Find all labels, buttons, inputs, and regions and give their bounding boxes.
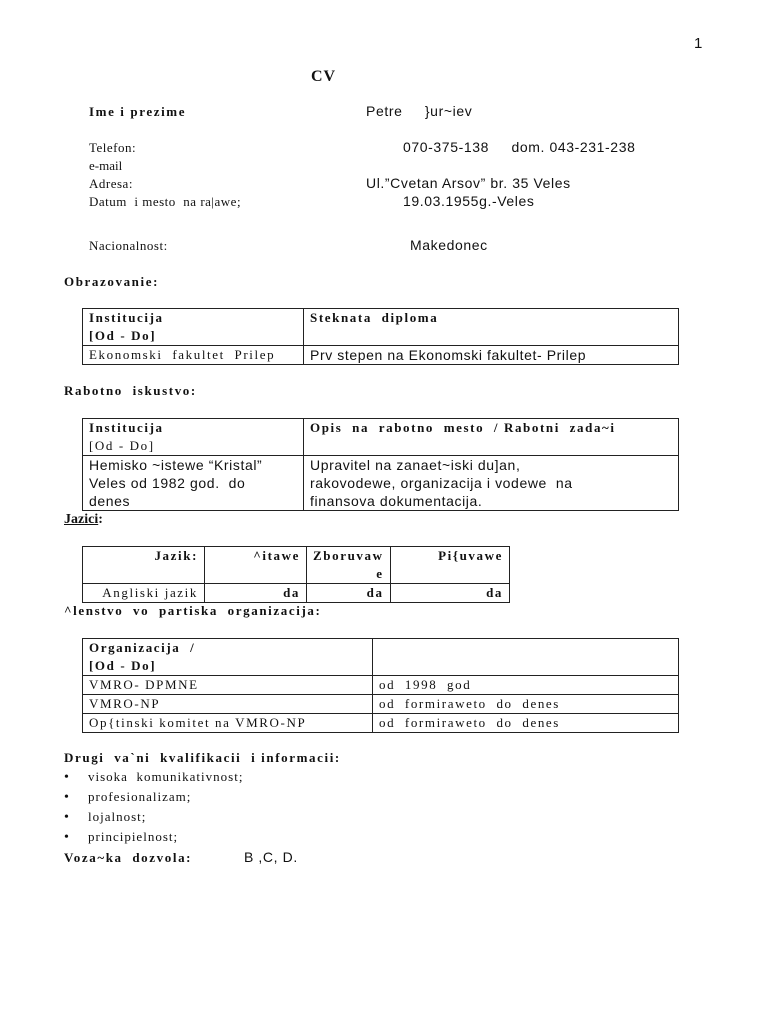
list-item xyxy=(64,807,243,827)
header-cell xyxy=(304,309,679,346)
description-line: finansova dokumentacija. xyxy=(310,493,483,509)
table-header-row xyxy=(83,419,679,456)
birth-label: Datum i mesto na ra|awe; xyxy=(89,194,242,209)
email-label: e-mail xyxy=(89,158,123,173)
document-title: CV xyxy=(311,68,337,85)
description-line: rakovodewe, organizacija i vodewe na xyxy=(310,475,573,491)
institution-line: Hemisko ~istewe “Kristal” xyxy=(89,457,263,473)
institution-line: denes xyxy=(89,493,131,509)
education-table xyxy=(82,308,679,365)
bullet-icon: • xyxy=(64,770,70,785)
nationality-label: Nacionalnost: xyxy=(89,238,168,253)
header-institution: Institucija xyxy=(89,420,164,435)
list-item-text: visoka komunikativnost; xyxy=(88,769,244,784)
experience-institution xyxy=(83,456,304,511)
languages-heading-colon: : xyxy=(98,512,103,527)
list-item xyxy=(64,767,243,787)
header-organization: Organizacija / xyxy=(89,640,196,655)
name-label: Ime i prezime xyxy=(89,104,187,119)
bullet-icon: • xyxy=(64,790,70,805)
list-item xyxy=(64,827,243,847)
header-description: Opis na rabotno mesto / Rabotni zada~i xyxy=(310,420,616,435)
header-speaking xyxy=(307,547,391,584)
header-cell xyxy=(83,639,373,676)
description-line: Upravitel na zanaet~iski du]an, xyxy=(310,457,521,473)
languages-table xyxy=(82,546,510,603)
header-speaking-part: Zboruvaw xyxy=(313,548,384,563)
language-writing: da xyxy=(390,584,509,603)
header-speaking-part: e xyxy=(376,566,384,581)
membership-period: od formiraweto do denes xyxy=(373,695,679,714)
address-value: Ul.”Cvetan Arsov” br. 35 Veles xyxy=(366,175,571,191)
table-row xyxy=(83,456,679,511)
header-language: Jazik: xyxy=(83,547,205,584)
table-row xyxy=(83,714,679,733)
list-item-text: profesionalizam; xyxy=(88,789,192,804)
table-row xyxy=(83,676,679,695)
table-row xyxy=(83,346,679,365)
education-heading: Obrazovanie: xyxy=(64,274,160,289)
phone-label: Telefon: xyxy=(89,140,137,155)
membership-heading: ^lenstvo vo partiska organizacija: xyxy=(64,603,322,618)
list-item-text: lojalnost; xyxy=(88,809,147,824)
name-value: Petre }ur~iev xyxy=(366,103,473,119)
header-cell xyxy=(304,419,679,456)
experience-table xyxy=(82,418,679,511)
experience-description xyxy=(304,456,679,511)
header-period: [Od - Do] xyxy=(89,438,155,453)
table-row xyxy=(83,695,679,714)
header-period: [Od - Do] xyxy=(89,658,157,673)
header-institution: Institucija xyxy=(89,310,164,325)
license-value: B ,C, D. xyxy=(244,849,298,865)
table-header-row xyxy=(83,639,679,676)
language-name: Angliski jazik xyxy=(83,584,205,603)
language-speaking: da xyxy=(307,584,391,603)
header-diploma: Steknata diploma xyxy=(310,310,439,325)
list-item-text: principielnost; xyxy=(88,829,179,844)
other-heading: Drugi va`ni kvalifikacii i informacii: xyxy=(64,750,341,765)
membership-table xyxy=(82,638,679,733)
phone-value: 070-375-138 dom. 043-231-238 xyxy=(403,139,636,155)
language-reading: da xyxy=(205,584,307,603)
header-cell xyxy=(83,419,304,456)
header-cell xyxy=(83,309,304,346)
header-writing: Pi{uvawe xyxy=(390,547,509,584)
education-institution: Ekonomski fakultet Prilep xyxy=(83,346,304,365)
languages-heading xyxy=(64,512,103,528)
list-item xyxy=(64,787,243,807)
membership-period: od 1998 god xyxy=(373,676,679,695)
bullet-icon: • xyxy=(64,830,70,845)
header-empty-cell xyxy=(373,639,679,676)
table-row xyxy=(83,584,510,603)
membership-period: od formiraweto do denes xyxy=(373,714,679,733)
birth-value: 19.03.1955g.-Veles xyxy=(403,193,535,209)
page-number: 1 xyxy=(694,35,703,52)
license-label: Voza~ka dozvola: xyxy=(64,850,193,865)
membership-org: VMRO-NP xyxy=(83,695,373,714)
languages-heading-text: Jazici xyxy=(64,512,99,527)
membership-org: Op{tinski komitet na VMRO-NP xyxy=(83,714,373,733)
qualifications-list xyxy=(64,767,243,847)
address-label: Adresa: xyxy=(89,176,133,191)
header-reading: ^itawe xyxy=(205,547,307,584)
bullet-icon: • xyxy=(64,810,70,825)
nationality-value: Makedonec xyxy=(410,237,488,253)
institution-line: Veles od 1982 god. do xyxy=(89,475,246,491)
header-period: [Od - Do] xyxy=(89,328,157,343)
table-header-row xyxy=(83,547,510,584)
experience-heading: Rabotno iskustvo: xyxy=(64,383,197,398)
table-header-row xyxy=(83,309,679,346)
membership-org: VMRO- DPMNE xyxy=(83,676,373,695)
education-diploma: Prv stepen na Ekonomski fakultet- Prilep xyxy=(304,346,679,365)
